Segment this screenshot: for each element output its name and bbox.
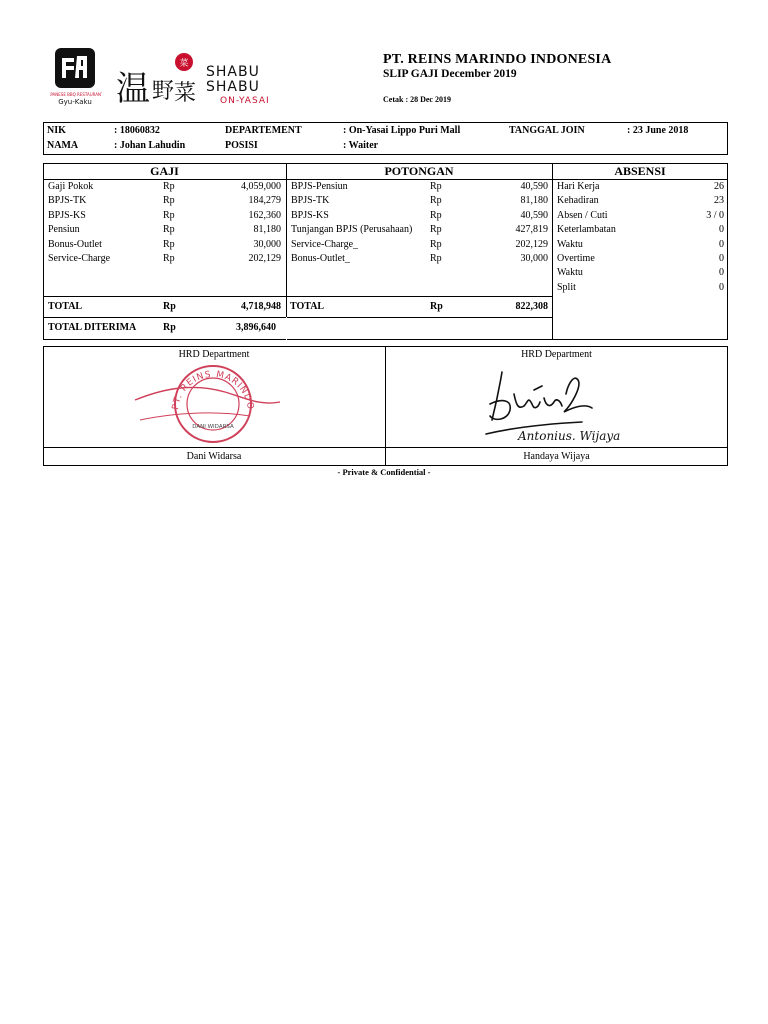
gaji-row-label: Pensiun (48, 224, 80, 236)
left-signer-name: Dani Widarsa (186, 451, 242, 462)
company-name: PT. REINS MARINDO INDONESIA (383, 52, 612, 67)
header-divider (43, 179, 728, 180)
gaji-row-label: Service-Charge (48, 253, 111, 264)
department-label: DEPARTEMENT (225, 125, 302, 136)
confidential-footer: - Private & Confidential - (337, 467, 431, 477)
svg-text:PT. REINS MARINDO INDONESIA: PT. REINS MARINDO (170, 369, 256, 411)
absensi-row-value: 0 (719, 224, 724, 236)
gaji-row-currency: Rp (163, 238, 175, 250)
absensi-row-label: Hari Kerja (557, 181, 600, 192)
gaji-total-label: TOTAL (48, 301, 83, 312)
svg-text:JAPANESE BBQ RESTAURANT: JAPANESE BBQ RESTAURANT (50, 92, 102, 97)
join-date-label: TANGGAL JOIN (509, 125, 585, 136)
potongan-title: POTONGAN (384, 164, 454, 178)
gaji-row-label: BPJS-TK (48, 195, 87, 207)
absensi-title: ABSENSI (614, 164, 666, 178)
slip-title: SLIP GAJI December 2019 (383, 68, 517, 80)
shabu-shabu-on-yasai-logo (114, 48, 294, 110)
svg-text:SHABU: SHABU (206, 64, 260, 80)
potongan-row-currency: Rp (430, 181, 442, 192)
potongan-row-label: BPJS-KS (291, 209, 329, 221)
signature-divider (385, 346, 386, 466)
absensi-row-label: Waktu (557, 238, 583, 250)
potongan-row-value: 427,819 (515, 224, 548, 236)
right-signature (482, 364, 642, 446)
absensi-row-label: Split (557, 281, 576, 293)
svg-text:菜: 菜 (179, 59, 189, 69)
gaji-total-currency: Rp (163, 301, 176, 312)
gaji-row-value: 81,180 (253, 224, 281, 236)
diterima-gap (286, 317, 287, 340)
gaji-row-value: 30,000 (253, 238, 281, 250)
potongan-row-label: BPJS-TK (291, 195, 330, 207)
potongan-row-label: Tunjangan BPJS (Perusahaan) (291, 224, 413, 236)
absensi-row-value: 0 (719, 253, 724, 264)
svg-text:SHABU: SHABU (206, 79, 260, 95)
signature-name-divider (43, 447, 728, 448)
potongan-row-currency: Rp (430, 238, 442, 250)
potongan-row-value: 40,590 (520, 209, 548, 221)
potongan-row-currency: Rp (430, 209, 442, 221)
gyu-kaku-logo (50, 46, 102, 108)
print-date: Cetak : 28 Dec 2019 (383, 95, 451, 104)
potongan-row-value: 30,000 (520, 253, 548, 264)
column-divider (552, 163, 553, 340)
absensi-row-value: 0 (719, 281, 724, 293)
absensi-row-value: 23 (714, 195, 724, 207)
gaji-row-currency: Rp (163, 253, 175, 264)
nik-label: NIK (47, 125, 66, 136)
absensi-row-label: Kehadiran (557, 195, 599, 207)
potongan-row-value: 202,129 (515, 238, 548, 250)
potongan-row-label: BPJS-Pensiun (291, 181, 348, 192)
right-signer-name: Handaya Wijaya (523, 451, 590, 462)
potongan-total-value: 822,308 (515, 301, 548, 312)
left-signer-department: HRD Department (178, 349, 250, 360)
total-diterima-label: TOTAL DITERIMA (48, 322, 137, 333)
potongan-total-label: TOTAL (290, 301, 325, 312)
gaji-row-value: 202,129 (248, 253, 281, 264)
svg-text:Gyu-Kaku: Gyu-Kaku (58, 98, 92, 106)
gaji-row-label: Gaji Pokok (48, 181, 94, 192)
svg-text:ON-YASAI: ON-YASAI (220, 96, 270, 106)
gaji-row-currency: Rp (163, 181, 175, 192)
potongan-row-value: 40,590 (520, 181, 548, 192)
total-divider (43, 296, 552, 297)
gaji-row-value: 4,059,000 (241, 181, 281, 192)
right-signer-department: HRD Department (521, 349, 592, 360)
gaji-row-value: 162,360 (248, 209, 281, 221)
gaji-row-currency: Rp (163, 209, 175, 221)
position-label: POSISI (225, 140, 258, 151)
total-divider (43, 317, 552, 318)
svg-text:菜: 菜 (174, 81, 197, 106)
absensi-row-label: Keterlambatan (557, 224, 616, 236)
column-divider (286, 163, 287, 340)
svg-text:DANI WIDARSA: DANI WIDARSA (192, 424, 234, 430)
svg-text:野: 野 (152, 79, 175, 104)
absensi-row-label: Overtime (557, 253, 595, 264)
absensi-row-value: 0 (719, 238, 724, 250)
salary-table (43, 163, 728, 340)
total-diterima-currency: Rp (163, 322, 176, 333)
nama-value: : Johan Lahudin (114, 140, 186, 151)
gaji-title: GAJI (150, 164, 179, 178)
gaji-row-value: 184,279 (248, 195, 281, 207)
absensi-row-label: Waktu (557, 267, 583, 279)
gaji-row-currency: Rp (163, 195, 175, 207)
potongan-row-currency: Rp (430, 224, 442, 236)
potongan-total-currency: Rp (430, 301, 443, 312)
absensi-row-value: 26 (714, 181, 724, 192)
potongan-row-label: Service-Charge_ (291, 238, 359, 250)
company-stamp (130, 362, 290, 446)
potongan-row-label: Bonus-Outlet_ (291, 253, 350, 264)
join-date-value: : 23 June 2018 (627, 125, 689, 136)
absensi-row-label: Absen / Cuti (557, 209, 608, 221)
position-value: : Waiter (343, 140, 379, 151)
nik-value: : 18060832 (114, 125, 160, 136)
department-value: : On-Yasai Lippo Puri Mall (343, 125, 461, 136)
potongan-row-currency: Rp (430, 195, 442, 207)
total-diterima-value: 3,896,640 (236, 322, 276, 333)
gaji-row-label: Bonus-Outlet (48, 238, 102, 250)
gaji-row-label: BPJS-KS (48, 209, 86, 221)
absensi-row-value: 0 (719, 267, 724, 279)
gaji-row-currency: Rp (163, 224, 175, 236)
absensi-row-value: 3 / 0 (706, 209, 724, 221)
potongan-row-currency: Rp (430, 253, 442, 264)
nama-label: NAMA (47, 140, 79, 151)
svg-text:Antonius. Wijaya: Antonius. Wijaya (518, 429, 621, 443)
potongan-row-value: 81,180 (520, 195, 548, 207)
svg-text:温: 温 (116, 69, 150, 109)
gaji-total-value: 4,718,948 (241, 301, 281, 312)
